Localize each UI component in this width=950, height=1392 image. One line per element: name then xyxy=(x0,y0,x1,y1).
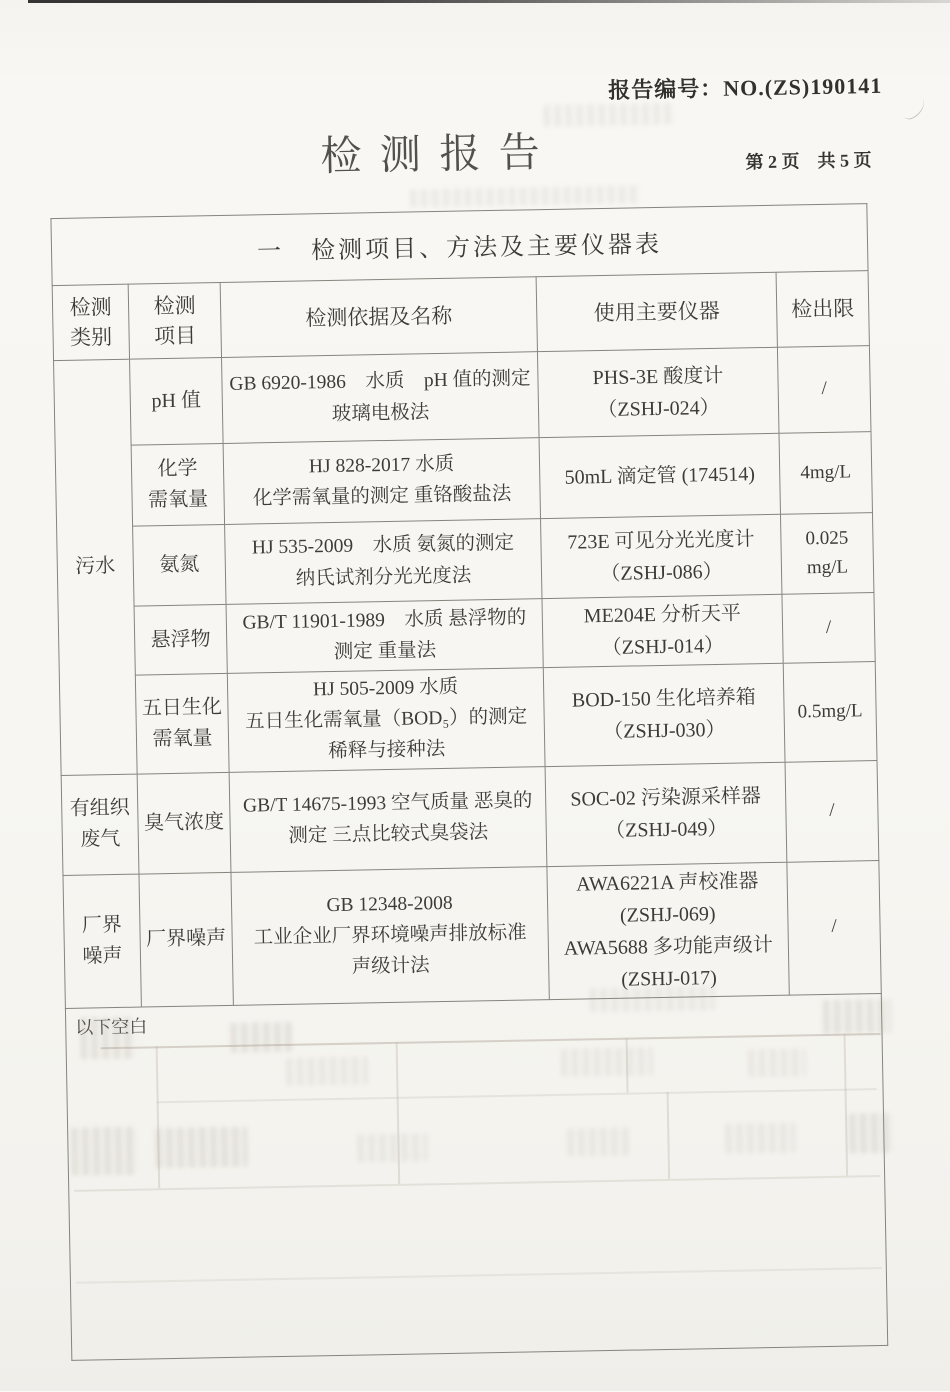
report-number xyxy=(608,69,883,105)
item-cell: 悬浮物 xyxy=(134,604,227,675)
bleedthrough-ghost xyxy=(590,986,715,1012)
bleedthrough-ghost xyxy=(357,1133,428,1162)
bleedthrough-ghost xyxy=(561,1047,653,1077)
instrument-cell: ME204E 分析天平 （ZSHJ-014） xyxy=(542,594,783,667)
column-header-limit: 检出限 xyxy=(776,271,869,348)
limit-cell: / xyxy=(787,860,881,995)
report-number-value: NO.(ZS)190141 xyxy=(722,72,883,101)
test-items-table xyxy=(50,203,888,1360)
bleedthrough-ghost xyxy=(230,1022,293,1053)
item-cell: pH 值 xyxy=(130,357,224,445)
bleedthrough-ghost xyxy=(849,1113,894,1154)
column-header-item: 检测 项目 xyxy=(128,282,221,359)
table-row xyxy=(57,513,874,608)
bleedthrough-ghost xyxy=(410,185,640,207)
instrument-cell: SOC-02 污染源采样器 （ZSHJ-049） xyxy=(545,762,787,866)
bleedthrough-ghost xyxy=(748,1048,807,1077)
limit-cell: / xyxy=(777,346,871,434)
report-title: 检测报告 xyxy=(320,128,559,180)
instrument-cell: 723E 可见分光光度计 （ZSHJ-086） xyxy=(541,514,782,598)
blank-below-note: 以下空白 xyxy=(65,993,887,1360)
instrument-cell: AWA6221A 声校准器 (ZSHJ-069) AWA5688 多功能声级计 (ZSHJ-017) xyxy=(547,862,789,999)
limit-cell: / xyxy=(782,593,875,664)
limit-cell: / xyxy=(785,760,879,862)
method-cell: GB 6920-1986 水质 pH 值的测定 玻璃电极法 xyxy=(222,352,540,444)
limit-cell: 4mg/L xyxy=(779,432,872,515)
category-cell-exhaust-gas: 有组织 废气 xyxy=(61,774,139,875)
limit-cell: 0.025 mg/L xyxy=(780,513,873,595)
bleedthrough-ghost xyxy=(823,999,892,1034)
bleedthrough-ghost xyxy=(543,103,673,127)
method-cell: GB/T 14675-1993 空气质量 恶臭的 测定 三点比较式臭袋法 xyxy=(229,766,547,872)
table-row xyxy=(55,432,872,528)
method-cell: HJ 505-2009 水质 五日生化需氧量（BOD₅）的测定 稀释与接种法 xyxy=(227,668,545,772)
bleedthrough-ghost xyxy=(155,1127,248,1169)
bleedthrough-ghost xyxy=(80,1017,136,1060)
table-row xyxy=(63,860,881,1008)
column-header-instrument: 使用主要仪器 xyxy=(536,272,777,351)
item-cell: 五日生化 需氧量 xyxy=(135,673,229,773)
category-cell-boundary-noise: 厂界 噪声 xyxy=(63,874,141,1008)
instrument-cell: PHS-3E 酸度计 （ZSHJ-024） xyxy=(537,347,779,437)
instrument-cell: 50mL 滴定管 (174514) xyxy=(539,433,780,518)
table-title: 一 检测项目、方法及主要仪器表 xyxy=(51,204,868,286)
table-row xyxy=(54,346,871,447)
item-cell: 氨氮 xyxy=(133,524,226,606)
column-header-category: 检测 类别 xyxy=(52,284,129,360)
instrument-cell: BOD-150 生化培养箱 （ZSHJ-030） xyxy=(543,663,785,766)
bleedthrough-ghost xyxy=(725,1123,796,1154)
method-cell: HJ 828-2017 水质 化学需氧量的测定 重铬酸盐法 xyxy=(223,438,540,525)
table-row xyxy=(59,662,877,775)
column-header-method: 检测依据及名称 xyxy=(220,277,537,358)
item-cell: 臭气浓度 xyxy=(137,772,231,874)
page-indicator: 第 2 页 共 5 页 xyxy=(745,150,872,173)
table-row xyxy=(61,760,879,875)
item-cell: 化学 需氧量 xyxy=(131,443,224,526)
category-cell-wastewater: 污水 xyxy=(54,359,138,775)
method-cell: GB 12348-2008 工业企业厂界环境噪声排放标准 声级计法 xyxy=(231,866,549,1005)
bleedthrough-ghost xyxy=(286,1056,368,1085)
item-cell: 厂界噪声 xyxy=(139,872,233,1007)
bleedthrough-ghost xyxy=(71,1127,138,1176)
bleedthrough-ghost xyxy=(567,1128,630,1157)
method-cell: GB/T 11901-1989 水质 悬浮物的 测定 重量法 xyxy=(226,599,543,674)
limit-cell: 0.5mg/L xyxy=(783,662,877,762)
method-cell: HJ 535-2009 水质 氨氮的测定 纳氏试剂分光光度法 xyxy=(225,519,542,605)
report-number-label: 报告编号： xyxy=(607,75,724,103)
